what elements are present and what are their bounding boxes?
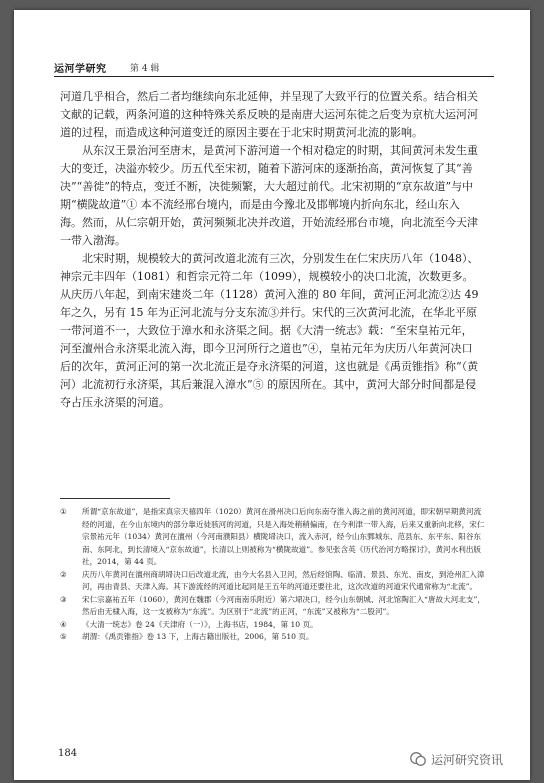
- book-page: [14, 10, 530, 780]
- page-number: 184: [58, 748, 78, 759]
- footnote-text: 胡渭：《禹贡锥指》卷 13 下，上海古籍出版社，2006，第 510 页。: [82, 632, 314, 641]
- footnote-4: [60, 619, 488, 632]
- header-rule: [54, 76, 494, 77]
- footnote-text: 宋仁宗嘉祐五年（1060），黄河在魏郡（今河南南乐附近）第六埽决口，经今山东朝城、河北馆陶汇入“唐故大河北支”，然后由无棣入海，这一支被称为“东流”。为区别于“北流”的正河，“东流”又被称为“二股河”。: [82, 594, 485, 616]
- footnotes: [60, 506, 488, 644]
- paragraph-2: 从东汉王景治河至唐末，是黄河下游河道一个相对稳定的时期，其间黄河未发生重大的变迁，决溢亦较少。历五代至宋初，随着下游河床的逐渐抬高，黄河恢复了其“善决”“善徙”的特点，变迁不断，决徙频繁，大大超过前代。北宋初期的“京东故道”与中期“横陇故道”① 本不流经邢台境内，而是由今豫北及邯郸境内折向东北，经山东入海。然而，从仁宗朝开始，黄河频频北决并改道，开始流经邢台市境，向北流至今天津一带入渤海。: [60, 144, 478, 247]
- footnote-3: [60, 594, 488, 619]
- footnote-text: 庆历八年黄河在澶州商胡埽决口后改道北流，由今大名县入卫河，然后经馆陶、临清、景县、东光、南皮，到沧州汇入漳河，再由青县、天津入海。其下游流经的河道比起同是王五年的河道还要往北，这次改道的河道宋代通常称为“北流”。: [82, 569, 485, 591]
- footnote-mark: ②: [60, 569, 67, 579]
- main-text: [60, 88, 480, 412]
- journal-title: 运河学研究: [54, 64, 107, 75]
- footnote-1: [60, 506, 488, 569]
- footnote-2: [60, 569, 488, 594]
- footnote-text: 《大清一统志》卷 24《天津府（一）》，上海书店，1984，第 10 页。: [82, 619, 318, 629]
- footnote-mark: ③: [60, 594, 67, 604]
- footnote-rule: [60, 498, 170, 499]
- watermark: [409, 750, 503, 768]
- paragraph-1: 河道几乎相合，然后二者均继续向东北延伸，并呈现了大致平行的位置关系。结合相关文献的记载，两条河道的这种特殊关系反映的是南唐大运河东徙之后变为京杭大运河河道的过程，而造成这种河道变迁的原因主要在于北宋时期黄河北流的影响。: [60, 90, 478, 139]
- footnote-5: [60, 631, 488, 644]
- running-header: [54, 57, 494, 77]
- footnote-mark: ①: [60, 507, 67, 516]
- footnote-mark: ⑤: [60, 632, 67, 641]
- footnote-mark: ④: [60, 619, 67, 629]
- paragraph-3: 北宋时期，规模较大的黄河改道北流有三次，分别发生在仁宋庆历八年（1048）、神宗元丰四年（1081）和哲宗元符二年（1099），规模较小的决口北流，次数更多。从庆历八年起，到南宋建炎二年（1128）黄河入淮的 80 年间，黄河正河北流②达 49 年之久，另有 15 年为正河北流与分支东流③并行。宋代的三次黄河北流，在华北平原一带河道不一，大致位于漳水和永济渠之间。据《大清一统志》载：“至宋皇祐元年，河至澶州合永济渠北流入海，即今卫河所行之道也”④，皇祐元年为庆历八年黄河决口后的次年，黄河正河的第一次北流正是夺永济渠的河道，这也就是《禹贡锥指》称“（黄河）北流初行永济渠，其后兼混入漳水”⑤ 的原因所在。其中，黄河大部分时间都是侵夺占压永济渠的河道。: [60, 252, 479, 409]
- watermark-text: 运河研究资讯: [431, 752, 504, 767]
- footnote-text: 所谓“京东故道”，是指宋真宗天禧四年（1020）黄河在滑州决口后向东南夺淮入海之前的黄河河道，即宋朝早期黄河流经的河道，在今山东境内的部分靠近徒骇河的河道，只是入海处稍稍偏南，在今利津一带入海，后来又重新向北移，宋仁宗景祐元年（1034）黄河在澶州（今河南濮阳县）横陇埽决口，流入赤河，经今山东鄄城东、范县东、东平东、阳谷东南、东阿北，到长清境入“京东故道”，长清以上则被称为“横陇故道”。参见张含英《历代治河方略探讨》，黄河水利出版社，2014，第 44 页。: [82, 507, 485, 566]
- chat-bubble-icon: [409, 750, 427, 768]
- issue-number: 第 4 辑: [130, 64, 160, 74]
